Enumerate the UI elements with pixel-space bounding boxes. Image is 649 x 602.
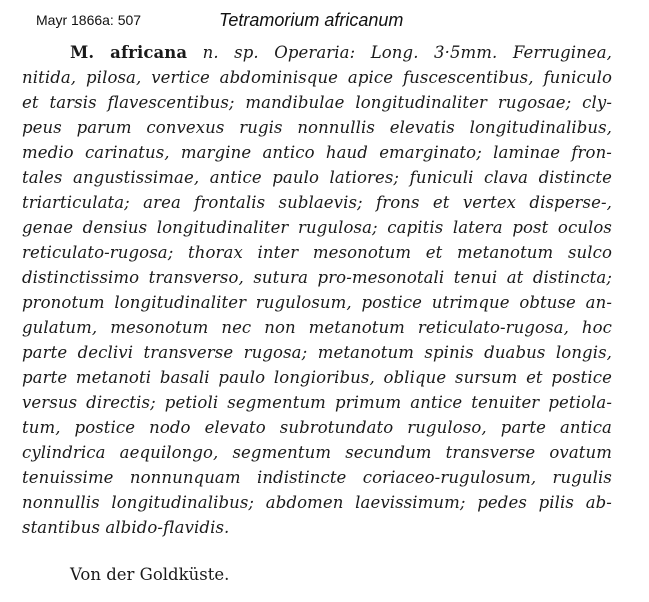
taxon-title: Tetramorium africanum xyxy=(219,10,404,30)
description-line: genae densius longitudinaliter rugulosa; capitis latera post oculos xyxy=(22,218,612,237)
description-line: nonnullis longitudinalibus; abdomen laevissimum; pedes pilis ab- xyxy=(22,493,612,512)
description-line: reticulato-rugosa; thorax inter mesonotum et metanotum sulco xyxy=(22,243,612,262)
description-line: peus parum convexus rugis nonnullis elevatis longitudinalibus, xyxy=(22,118,612,137)
description-line: distinctissimo transverso, sutura pro-mesonotali tenui at distincta; xyxy=(22,268,612,287)
description-line: nitida, pilosa, vertice abdominisque apice fuscescentibus, funiculo xyxy=(22,68,612,87)
page-header xyxy=(0,10,649,34)
description-line: stantibus albido-flavidis. xyxy=(22,518,230,537)
description-line: tenuissime nonnunquam indistincte coriaceo-rugulosum, rugulis xyxy=(22,468,612,487)
description-text xyxy=(22,40,612,540)
description-line: gulatum, mesonotum nec non metanotum reticulato-rugosa, hoc xyxy=(22,318,612,337)
description-line: triarticulata; area frontalis sublaevis; frons et vertex disperse-, xyxy=(22,193,612,212)
description-line: pronotum longitudinaliter rugulosum, postice utrimque obtuse an- xyxy=(22,293,612,312)
description-line: parte metanoti basali paulo longioribus, oblique sursum et postice xyxy=(22,368,612,387)
species-name: M. africana xyxy=(70,43,188,62)
description-line: tales angustissimae, antice paulo latiores; funiculi clava distincte xyxy=(22,168,612,187)
locality-note: Von der Goldküste. xyxy=(70,565,230,584)
description-line: tum, postice nodo elevato subrotundato ruguloso, parte antica xyxy=(22,418,612,437)
description-line: medio carinatus, margine antico haud emarginato; laminae fron- xyxy=(22,143,612,162)
description-line-text: n. sp. Operaria: Long. 3·5mm. Ferruginea, xyxy=(202,43,612,62)
description-line: et tarsis flavescentibus; mandibulae longitudinaliter rugosae; cly- xyxy=(22,93,612,112)
description-line xyxy=(22,40,612,65)
description-line: versus directis; petioli segmentum primum antice tenuiter petiola- xyxy=(22,393,612,412)
description-line: parte declivi transverse rugosa; metanotum spinis duabus longis, xyxy=(22,343,612,362)
citation-reference: Mayr 1866a: 507 xyxy=(36,12,142,28)
description-line: cylindrica aequilongo, segmentum secundum transverse ovatum xyxy=(22,443,612,462)
